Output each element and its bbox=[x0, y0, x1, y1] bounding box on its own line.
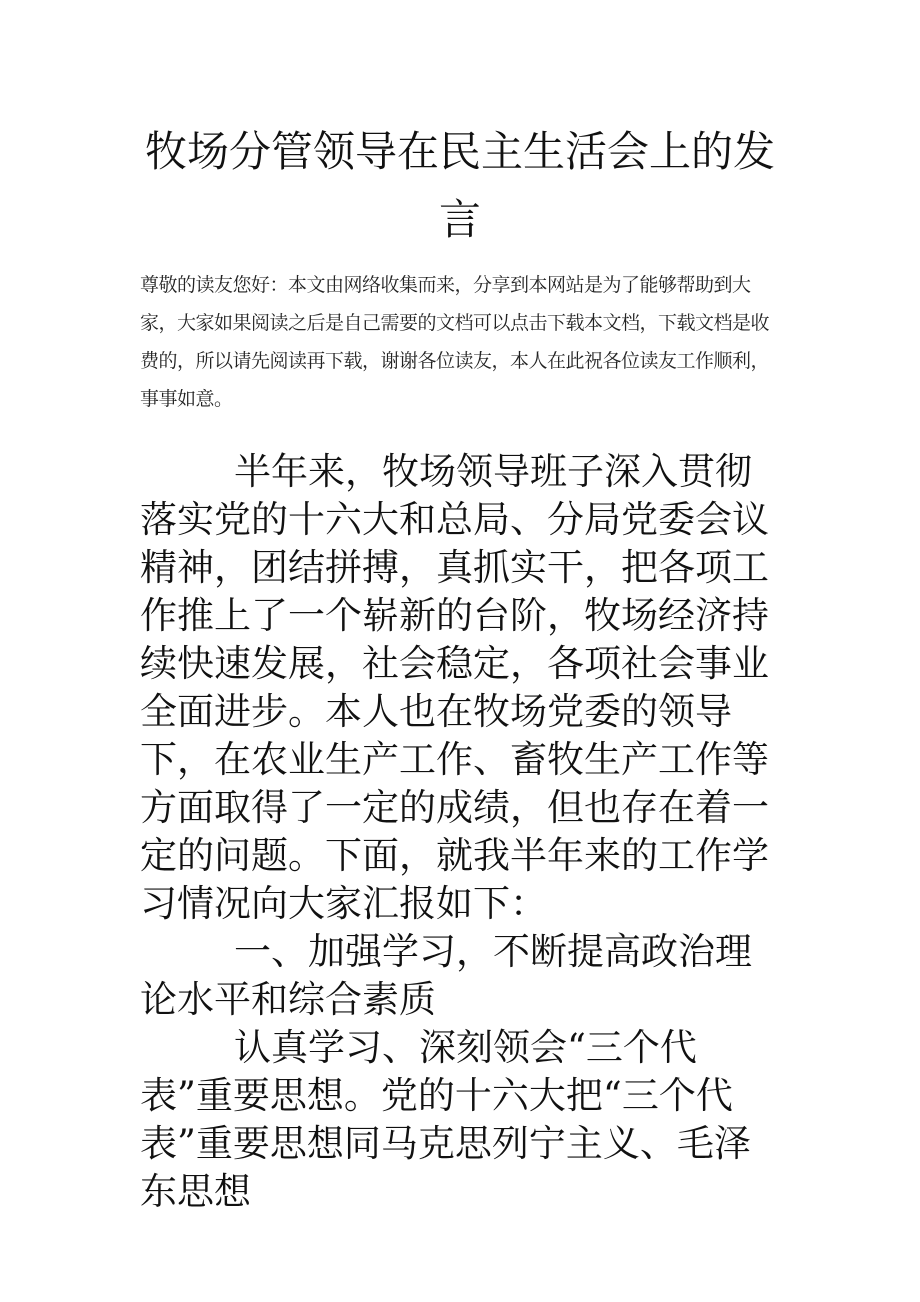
document-title: 牧场分管领导在民主生活会上的发言 bbox=[144, 127, 775, 244]
section-heading-1: 一、加强学习，不断提高政治理论水平和综合素质 bbox=[140, 930, 752, 1021]
reader-notice: 尊敬的读友您好：本文由网络收集而来，分享到本网站是为了能够帮助到大家，大家如果阅读之后是自己需要的文档可以点击下载本文档，下载文档是收费的，所以请先阅读再下载，谢谢各位读友，本人在此祝各位读友工作顺利，事事如意。 bbox=[140, 274, 770, 410]
paragraph-intro: 半年来，牧场领导班子深入贯彻落实党的十六大和总局、分局党委会议精神，团结拼搏，真抓实干，把各项工作推上了一个崭新的台阶，牧场经济持续快速发展，社会稳定，各项社会事业全面进步。本人也在牧场党委的领导下，在农业生产工作、畜牧生产工作等方面取得了一定的成绩，但也存在着一定的问题。下面，就我半年来的工作学习情况向大家汇报如下： bbox=[140, 450, 769, 925]
document-body bbox=[140, 448, 786, 1216]
paragraph-study: 认真学习、深刻领会“三个代表”重要思想。党的十六大把“三个代表”重要思想同马克思列宁主义、毛泽东思想 bbox=[140, 1026, 751, 1213]
